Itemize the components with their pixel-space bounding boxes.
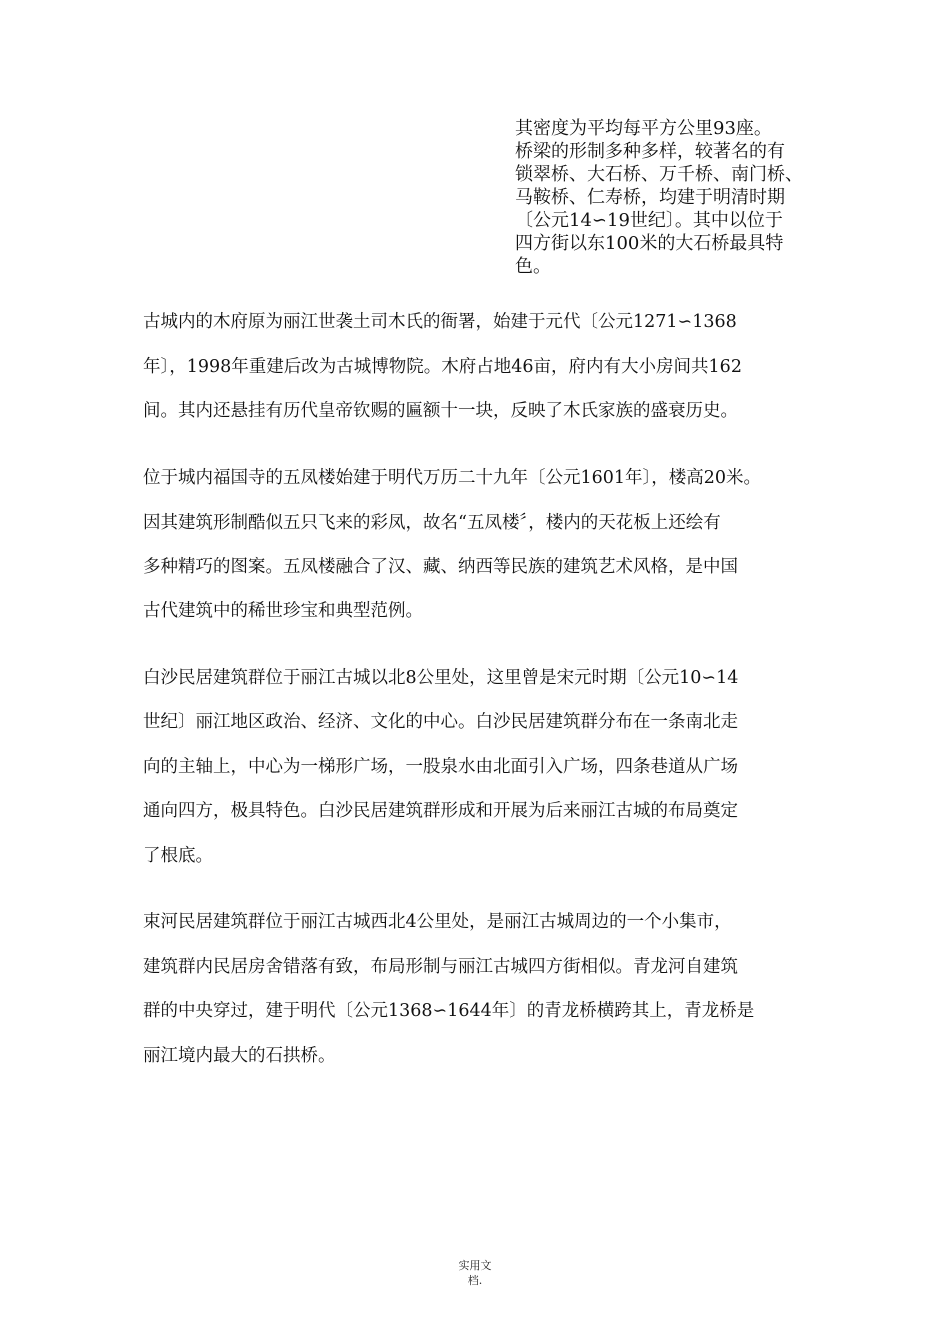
text-line: 其密度为平均每平方公里93座。	[515, 118, 772, 139]
text-line: 间。其内还悬挂有历代皇帝钦赐的匾额十一块，反映了木氏家族的盛衰历史。	[143, 401, 738, 421]
text-line: 马鞍桥、仁寿桥，均建于明清时期	[515, 187, 785, 208]
text-line: 古城内的木府原为丽江世袭土司木氏的衙署，始建于元代〔公元1271∽1368	[143, 312, 737, 332]
text-line: 向的主轴上，中心为一梯形广场，一股泉水由北面引入广场，四条巷道从广场	[143, 757, 738, 777]
text-line: 世纪〕丽江地区政治、经济、文化的中心。白沙民居建筑群分布在一条南北走	[143, 712, 738, 732]
text-line: 白沙民居建筑群位于丽江古城以北8公里处，这里曾是宋元时期〔公元10∽14	[143, 668, 739, 688]
text-line: 因其建筑形制酷似五只飞来的彩凤，故名“五凤楼〞，楼内的天花板上还绘有	[143, 513, 721, 533]
text-line: 桥梁的形制多种多样，较著名的有	[515, 141, 785, 162]
text-line: 通向四方，极具特色。白沙民居建筑群形成和开展为后来丽江古城的布局奠定	[143, 801, 738, 821]
text-line: 多种精巧的图案。五凤楼融合了汉、藏、纳西等民族的建筑艺术风格，是中国	[143, 557, 738, 577]
text-line: 〔公元14∽19世纪〕。其中以位于	[515, 210, 783, 231]
text-line: 丽江境内最大的石拱桥。	[143, 1046, 336, 1066]
text-line: 年〕，1998年重建后改为古城博物院。木府占地46亩，府内有大小房间共162	[143, 357, 742, 377]
text-line: 古代建筑中的稀世珍宝和典型范例。	[143, 601, 423, 621]
text-line: 四方街以东100米的大石桥最具特	[515, 233, 784, 254]
text-line: 群的中央穿过，建于明代〔公元1368∽1644年〕的青龙桥横跨其上，青龙桥是	[143, 1001, 755, 1021]
text-line: 位于城内福国寺的五凤楼始建于明代万历二十九年〔公元1601年〕，楼高20米。	[143, 468, 762, 488]
footer-line: 档.	[467, 1274, 483, 1287]
text-line: 建筑群内民居房舍错落有致，布局形制与丽江古城四方街相似。青龙河自建筑	[143, 957, 738, 977]
text-line: 束河民居建筑群位于丽江古城西北4公里处，是丽江古城周边的一个小集市，	[143, 912, 732, 932]
footer-line: 实用文	[458, 1259, 492, 1272]
text-line: 了根底。	[143, 846, 213, 866]
text-line: 锁翠桥、大石桥、万千桥、南门桥、	[515, 164, 803, 185]
text-line: 色。	[515, 256, 551, 277]
